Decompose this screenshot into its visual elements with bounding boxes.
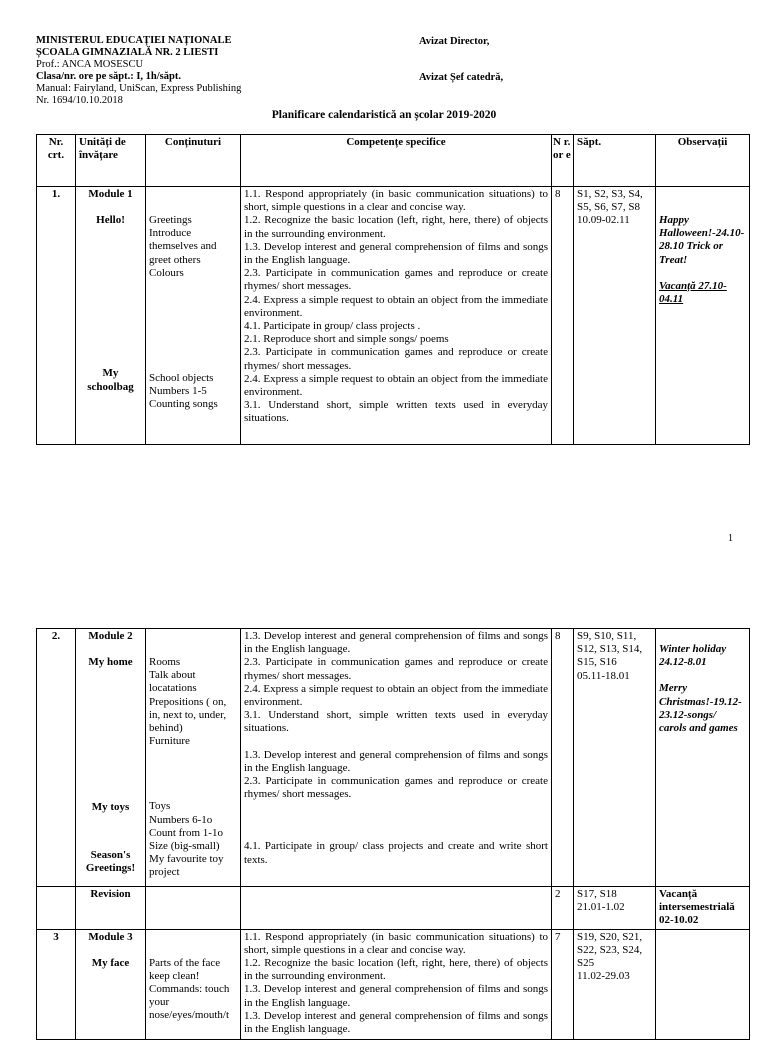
weeks: S1, S2, S3, S4, S5, S6, S7, S8 10.09-02.11 bbox=[574, 187, 656, 445]
competence-item: 1.3. Develop interest and general comprehension of films and songs in the English language. bbox=[244, 630, 548, 656]
row-number: 1. bbox=[37, 187, 76, 445]
competence-item: 4.1. Participate in group/ class projects and create and write short texts. bbox=[244, 840, 548, 866]
competence-item: 1.3. Develop interest and general comprehension of films and songs in the English language. bbox=[244, 240, 548, 267]
learning-units bbox=[76, 629, 146, 887]
table-row bbox=[37, 887, 750, 930]
competence-item: 3.1. Understand short, simple written texts used in everyday situations. bbox=[244, 709, 548, 735]
row-number: 2. bbox=[37, 629, 76, 887]
unit-title: Hello! bbox=[96, 214, 125, 227]
competences bbox=[241, 929, 552, 1039]
competence-item: 1.3. Develop interest and general comprehension of films and songs in the English language. bbox=[244, 1009, 548, 1036]
unit-title: My home bbox=[88, 656, 133, 669]
observation-note: Vacanță intersemestrială 02-10.02 bbox=[656, 887, 750, 930]
competence-item: 2.3. Participate in communication games and reproduce or create rhymes/ short messages. bbox=[244, 346, 548, 372]
competence-item: 2.3. Participate in communication games and reproduce or create rhymes/ short messages. bbox=[244, 267, 548, 293]
contents bbox=[146, 629, 241, 887]
header-nr: Nr. crt. bbox=[37, 135, 76, 187]
observations bbox=[656, 187, 750, 445]
weeks: S9, S10, S11, S12, S13, S14, S15, S16 05.11-18.01 bbox=[574, 629, 656, 887]
competence-item: 1.2. Recognize the basic location (left, right, here, there) of objects in the surrounding environment. bbox=[244, 957, 548, 983]
document-header bbox=[36, 35, 241, 107]
unit-title: Season's Greetings! bbox=[85, 848, 136, 874]
weeks: S19, S20, S21, S22, S23, S24, S25 11.02-29.03 bbox=[574, 929, 656, 1039]
content-block: Greetings Introduce themselves and greet others Colours bbox=[149, 214, 217, 279]
row-number: 3 bbox=[37, 929, 76, 1039]
unit-title: My toys bbox=[91, 801, 130, 814]
table-row bbox=[37, 187, 750, 445]
hours: 8 bbox=[552, 187, 574, 445]
observations bbox=[656, 629, 750, 887]
competence-item: 2.3. Participate in communication games and reproduce or create rhymes/ short messages. bbox=[244, 656, 548, 682]
unit-title: My schoolbag bbox=[87, 367, 134, 393]
contents bbox=[146, 929, 241, 1039]
manual-info: Manual: Fairyland, UniScan, Express Publishing bbox=[36, 83, 242, 94]
avizat-sef-catedra: Avizat Șef catedră, bbox=[419, 72, 504, 83]
competence-item: 4.1. Participate in group/ class projects . bbox=[244, 320, 421, 333]
content-block: Parts of the face keep clean! Commands: touch your nose/eyes/mouth/t bbox=[149, 956, 230, 1022]
class-hours: Clasa/nr. ore pe săpt.: I, 1h/săpt. bbox=[36, 71, 181, 82]
observation-note: Merry Christmas!-19.12-23.12-songs/ carols and games bbox=[659, 682, 742, 735]
observation-note: Happy Halloween!-24.10-28.10 Trick or Treat! bbox=[659, 214, 745, 266]
teacher-name: Prof.: ANCA MOSESCU bbox=[36, 59, 144, 70]
module-label: Module 2 bbox=[88, 630, 133, 642]
hours: 2 bbox=[552, 887, 574, 930]
learning-units bbox=[76, 187, 146, 445]
header-continuturi: Conținuturi bbox=[146, 135, 241, 187]
planning-table-page-1 bbox=[36, 134, 750, 445]
content-block: Toys Numbers 6-1o Count from 1-1o Size (big-small) My favourite toy project bbox=[149, 800, 224, 879]
header-unitati: Unități de învățare bbox=[76, 135, 146, 187]
document-number: Nr. 1694/10.10.2018 bbox=[36, 95, 123, 106]
table-row bbox=[37, 629, 750, 887]
hours: 7 bbox=[552, 929, 574, 1039]
hours: 8 bbox=[552, 629, 574, 887]
avizat-director: Avizat Director, bbox=[419, 36, 490, 47]
module-label: Module 3 bbox=[88, 930, 133, 943]
observation-note bbox=[659, 643, 746, 669]
contents bbox=[146, 187, 241, 445]
competences bbox=[241, 629, 552, 887]
weeks: S17, S18 21.01-1.02 bbox=[574, 887, 656, 930]
module-label: Module 1 bbox=[88, 188, 133, 200]
table-row bbox=[37, 929, 750, 1039]
competence-item: 3.1. Understand short, simple written texts used in everyday situations. bbox=[244, 399, 548, 425]
content-block: School objects Numbers 1-5 Counting songs bbox=[149, 372, 218, 411]
school-name: ȘCOALA GIMNAZIALĂ NR. 2 LIESTI bbox=[36, 47, 219, 58]
competence-item: 1.1. Respond appropriately (in basic communication situations) to short, simple questions in a clear and concise way. bbox=[244, 188, 548, 214]
page-number: 1 bbox=[728, 533, 733, 544]
competence-item: 2.4. Express a simple request to obtain an object from the immediate environment. bbox=[244, 293, 548, 319]
header-nr-ore: N r. or e bbox=[552, 135, 574, 187]
planning-table-page-2 bbox=[36, 628, 750, 1040]
competence-item: 1.3. Develop interest and general comprehension of films and songs in the English language. bbox=[244, 748, 548, 774]
content-block: Rooms Talk about locatations Prepositions ( on, in, next to, under, behind) Furniture bbox=[149, 656, 227, 748]
competence-item: 2.4. Express a simple request to obtain an object from the immediate environment. bbox=[244, 372, 548, 399]
header-competente: Competențe specifice bbox=[241, 135, 552, 187]
competence-item: 2.3. Participate in communication games and reproduce or create rhymes/ short messages. bbox=[244, 775, 548, 801]
competence-item: 2.1. Reproduce short and simple songs/ poems bbox=[244, 333, 449, 346]
learning-units bbox=[76, 929, 146, 1039]
unit-title: My face bbox=[91, 956, 130, 969]
page-title: Planificare calendaristică an școlar 2019-2020 bbox=[271, 109, 497, 121]
competences bbox=[241, 187, 552, 445]
competence-item: 1.2. Recognize the basic location (left, right, here, there) of objects in the surrounding environment. bbox=[244, 214, 548, 240]
competence-item: 2.4. Express a simple request to obtain an object from the immediate environment. bbox=[244, 682, 548, 709]
observation-label: Winter holiday 24.12-8.01 bbox=[659, 643, 727, 669]
revision-label: Revision bbox=[76, 887, 146, 930]
header-observatii: Observații bbox=[656, 135, 750, 187]
observation-note: Vacanță 27.10-04.11 bbox=[659, 279, 727, 306]
competence-item: 1.3. Develop interest and general comprehension of films and songs in the English language. bbox=[244, 983, 548, 1009]
competence-item: 1.1. Respond appropriately (in basic communication situations) to short, simple questions in a clear and concise way. bbox=[244, 930, 548, 956]
ministry-name: MINISTERUL EDUCAȚIEI NAȚIONALE bbox=[36, 35, 232, 46]
header-sapt: Săpt. bbox=[574, 135, 656, 187]
